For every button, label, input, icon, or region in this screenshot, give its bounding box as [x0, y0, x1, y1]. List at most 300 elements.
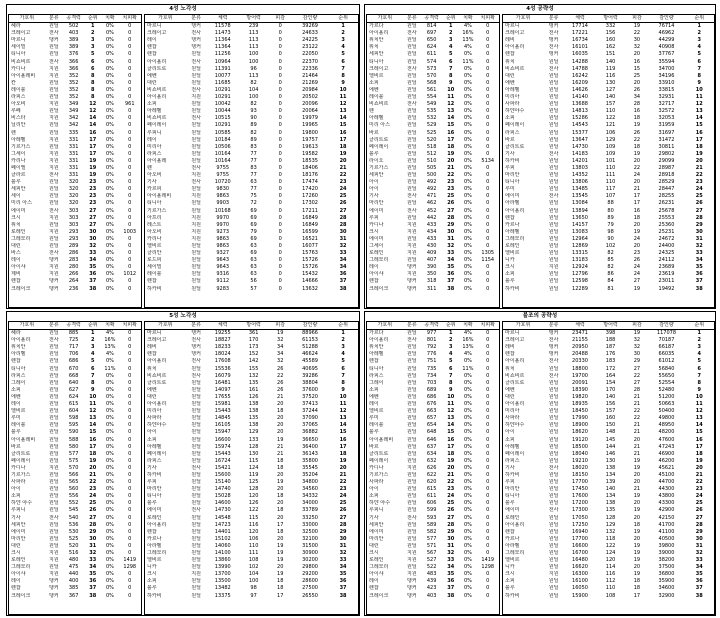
table-row	[145, 493, 358, 500]
table-row	[503, 571, 714, 578]
table-cell: 527	[426, 557, 437, 564]
table-cell: 28	[339, 521, 347, 528]
table-cell: 원딜	[407, 37, 417, 44]
table-row	[367, 94, 499, 101]
table-cell: 대런	[147, 79, 157, 86]
table-cell: 29	[447, 221, 455, 228]
table-cell: 라피스	[11, 372, 26, 379]
table-cell: 16	[339, 129, 347, 136]
table-cell: 원딜	[548, 235, 559, 242]
table-cell: 아레벨	[505, 86, 520, 93]
table-row	[367, 344, 499, 351]
table-cell: 8	[91, 79, 95, 86]
table-cell: 위치안	[369, 37, 384, 44]
table-cell: 25	[89, 500, 97, 507]
table-cell: 620	[426, 479, 437, 486]
table-row	[503, 373, 714, 380]
table-cell: 0	[128, 542, 132, 549]
table-cell: 51200	[658, 393, 675, 400]
table-cell: 아이샤	[11, 264, 26, 271]
table-cell: 11	[89, 401, 97, 408]
table-cell: 588	[68, 436, 79, 443]
table-row	[367, 401, 499, 408]
table-row	[9, 59, 141, 66]
table-cell: 471	[426, 193, 437, 200]
table-cell: 원딜	[548, 592, 559, 599]
table-cell: 미리 아스	[369, 122, 390, 129]
table-cell: 264	[68, 278, 79, 285]
table-cell: 20	[633, 564, 641, 571]
table-cell: 원딜	[49, 179, 59, 186]
table-cell: 16105	[214, 422, 231, 429]
table-cell: 하카비	[147, 592, 162, 599]
table-row	[503, 401, 714, 408]
table-row	[367, 137, 499, 144]
table-cell: 지원	[191, 214, 201, 221]
table-cell: 0%	[463, 271, 472, 278]
table-row	[9, 179, 141, 186]
table-cell: 원딜	[49, 386, 59, 393]
table-cell: 30	[339, 535, 347, 542]
table-cell: 13	[447, 108, 455, 115]
table-cell: 원딜	[407, 58, 417, 65]
table-cell: 32	[447, 243, 455, 249]
table-cell: 0%	[463, 136, 472, 143]
table-row	[9, 151, 141, 158]
table-row	[9, 557, 141, 564]
table-cell: 16	[633, 108, 641, 115]
table-cell: 109	[605, 143, 616, 150]
table-cell: 원딜	[191, 521, 201, 528]
table-cell: 430	[426, 243, 437, 249]
table-cell: 144	[605, 443, 616, 450]
table-cell: 135	[248, 379, 259, 386]
table-cell: 라이오	[369, 157, 384, 164]
table-cell: 소피	[147, 101, 157, 108]
table-cell: 686	[426, 393, 437, 400]
table-cell: 탱커	[407, 592, 417, 599]
table-cell: 32	[339, 243, 347, 249]
table-cell: 24	[89, 493, 97, 500]
table-cell: 원딜	[548, 557, 559, 564]
table-cell: 0%	[105, 578, 114, 585]
table-cell: 13647	[572, 136, 588, 143]
table-row	[367, 151, 499, 158]
column-header: 가호위	[9, 15, 45, 23]
table-cell: 원딜	[191, 528, 201, 535]
table-cell: 113	[248, 44, 259, 51]
table-cell: 0%	[105, 200, 114, 207]
table-row	[367, 522, 499, 529]
table-cell: 19	[633, 285, 641, 292]
table-row	[367, 593, 499, 600]
column-header: 가호위	[367, 15, 403, 23]
table-row	[9, 451, 141, 458]
table-cell: 19120	[572, 436, 588, 443]
table-cell: 0%	[105, 542, 114, 549]
table-cell: 24325	[658, 250, 675, 257]
table-cell: 0	[128, 393, 132, 400]
column-header: 분류	[45, 322, 63, 330]
table-cell: 624	[426, 44, 437, 51]
table-cell: 0%	[463, 235, 472, 242]
table-cell: 0	[128, 479, 132, 486]
table-cell: 아이올리	[147, 358, 167, 365]
table-cell: 22	[695, 479, 703, 486]
table-cell: 9283	[216, 285, 230, 292]
table-cell: 25360	[658, 221, 675, 228]
table-cell: 아이올리	[147, 94, 167, 101]
table-cell: 38804	[302, 379, 318, 386]
table-cell: 0%	[463, 415, 472, 422]
table-cell: 18	[277, 408, 284, 415]
table-row	[503, 122, 714, 129]
table-cell: 0%	[105, 379, 114, 386]
table-row	[145, 37, 358, 44]
table-cell: 0	[278, 285, 282, 292]
table-row	[503, 500, 714, 507]
column-header: 체력	[207, 322, 239, 330]
table-cell: 원딜	[407, 408, 417, 415]
table-row	[367, 278, 499, 285]
table-cell: 0	[278, 193, 282, 200]
table-cell: 5	[697, 51, 701, 58]
table-cell: 0	[278, 108, 282, 115]
table-cell: 113	[248, 37, 259, 44]
table-cell: 원딜	[191, 393, 201, 400]
table-cell: 0%	[463, 486, 472, 493]
table-row	[503, 215, 714, 222]
table-cell: 77	[250, 150, 257, 157]
table-cell: 19210	[572, 457, 588, 464]
column-header: 치확	[101, 15, 118, 23]
table-cell: 원딜	[49, 330, 59, 337]
table-row	[9, 137, 141, 144]
table-cell: 20	[277, 401, 284, 408]
table-row	[503, 264, 714, 271]
table-cell: 13688	[572, 101, 588, 108]
table-cell: 블루	[147, 585, 157, 592]
table-row	[503, 73, 714, 80]
table-cell: 529	[426, 122, 437, 129]
table-row	[503, 522, 714, 529]
table-cell: 34	[633, 94, 641, 101]
table-cell: 0	[278, 51, 282, 58]
table-cell: 63	[250, 179, 257, 186]
table-row	[503, 179, 714, 186]
table-cell: 18	[277, 457, 284, 464]
table-cell: 0%	[105, 571, 114, 578]
table-cell: 30	[695, 535, 703, 542]
table-cell: 하카비	[147, 285, 162, 292]
table-cell: 46200	[658, 457, 675, 464]
table-cell: 3	[91, 44, 95, 51]
table-cell: 원딜	[407, 429, 417, 436]
table-cell: 0%	[463, 179, 472, 186]
table-cell: 0%	[105, 507, 114, 514]
table-cell: 19	[447, 457, 455, 464]
table-cell: 1154	[481, 257, 495, 264]
table-cell: 아레벨	[505, 443, 520, 450]
table-cell: 0%	[105, 257, 114, 264]
table-cell: 하얀야수	[505, 108, 525, 115]
table-cell: 187	[605, 344, 616, 351]
table-cell: 에이미	[369, 528, 384, 535]
table-row	[367, 144, 499, 151]
table-cell: 0	[128, 72, 132, 79]
table-cell: 원딜	[548, 422, 559, 429]
table-cell: 페이레이	[147, 450, 167, 457]
table-cell: 389	[68, 44, 79, 51]
table-cell: 20	[89, 464, 97, 471]
table-cell: 지원	[49, 464, 59, 471]
table-row	[9, 130, 141, 137]
table-cell: 원딜	[548, 585, 559, 592]
table-row	[9, 408, 141, 415]
table-cell: 19	[633, 493, 641, 500]
table-cell: 원딜	[548, 108, 559, 115]
table-cell: 레비	[505, 37, 515, 44]
table-row	[503, 593, 714, 600]
table-cell: 0%	[463, 207, 472, 214]
table-cell: 293	[68, 235, 79, 242]
table-cell: 아라벨	[505, 200, 520, 207]
table-cell: 9	[697, 386, 701, 393]
table-cell: 36	[447, 271, 455, 278]
table-cell: 0%	[105, 221, 114, 228]
table-cell: 22050	[302, 51, 318, 58]
table-cell: 36	[89, 578, 97, 585]
table-cell: 원딜	[407, 129, 417, 136]
table-cell: 21	[447, 471, 455, 478]
table-cell: 19757	[302, 136, 318, 143]
table-cell: 16%	[462, 337, 474, 344]
table-cell: 0	[486, 521, 490, 528]
table-row	[503, 380, 714, 387]
table-cell: 기사	[147, 464, 157, 471]
table-cell: 기르가스	[11, 471, 31, 478]
table-cell: 545	[68, 507, 79, 514]
table-cell: 지원	[407, 464, 417, 471]
table-cell: 대런	[11, 243, 21, 249]
column-header: 가호위	[145, 322, 185, 330]
table-cell: 22	[633, 408, 641, 415]
table-cell: 원딜	[548, 122, 559, 129]
table-cell: 카르피	[147, 186, 162, 193]
table-cell: 기사	[505, 150, 515, 157]
table-cell: 대런	[147, 393, 157, 400]
table-cell: 9863	[216, 193, 230, 200]
table-cell: 520	[68, 542, 79, 549]
table-cell: 23	[633, 250, 641, 257]
table-cell: 기르가스	[147, 207, 167, 214]
table-cell: 13500	[214, 578, 231, 585]
table-cell: 5	[449, 51, 453, 58]
table-cell: 세피안	[11, 521, 26, 528]
table-cell: 100	[248, 58, 259, 65]
table-cell: 0	[486, 571, 490, 578]
table-cell: 세이	[11, 193, 21, 200]
table-cell: 그레모리	[11, 235, 31, 242]
table-row	[503, 51, 714, 58]
table-cell: 32900	[658, 592, 675, 599]
table-cell: 그세이	[11, 150, 26, 157]
table-cell: 34	[277, 344, 284, 351]
table-cell: 32	[277, 358, 284, 365]
table-cell: 21	[695, 164, 703, 171]
table-cell: 10164	[214, 157, 231, 164]
table-row	[503, 479, 714, 486]
table-cell: 미리아	[505, 94, 520, 101]
table-cell: 4%	[463, 330, 472, 337]
table-cell: 88	[607, 200, 614, 207]
table-cell: 0	[486, 51, 490, 58]
table-cell: 632	[426, 457, 437, 464]
table-row	[145, 444, 358, 451]
table-cell: 전사	[407, 101, 417, 108]
table-cell: 518	[426, 143, 437, 150]
table-cell: 22	[447, 172, 455, 179]
table-row	[367, 529, 499, 536]
table-cell: 원딜	[49, 422, 59, 429]
table-cell: 10964	[214, 58, 231, 65]
column-header: 순위	[684, 322, 714, 330]
table-cell: 138	[248, 408, 259, 415]
table-cell: 188	[605, 337, 616, 344]
table-cell: 0%	[105, 486, 114, 493]
table-cell: 8	[697, 72, 701, 79]
table-cell: 30811	[658, 143, 675, 150]
table-cell: 125	[248, 479, 259, 486]
table-row	[503, 172, 714, 179]
table-cell: 소피	[369, 493, 379, 500]
table-cell: 26	[339, 200, 347, 207]
table-cell: 아라벨	[147, 542, 162, 549]
table-cell: 29	[89, 528, 97, 535]
table-cell: 아오비	[11, 101, 26, 108]
table-cell: 110	[248, 542, 259, 549]
table-cell: 31	[447, 542, 455, 549]
table-cell: 0	[486, 443, 490, 450]
table-cell: 33	[447, 557, 455, 564]
table-cell: 0	[128, 344, 132, 351]
table-cell: 0%	[463, 122, 472, 129]
table-cell: 0%	[105, 157, 114, 164]
table-cell: 164	[605, 372, 616, 379]
table-cell: 대런	[369, 542, 379, 549]
table-cell: 20330	[572, 358, 588, 365]
table-cell: 렌	[369, 108, 374, 115]
table-cell: 14	[89, 422, 97, 429]
table-cell: 원딜	[548, 72, 559, 79]
table-cell: 로드피	[147, 257, 162, 264]
table-cell: 로레인	[147, 514, 162, 521]
table-cell: 19	[633, 507, 641, 514]
table-row	[145, 94, 358, 101]
table-cell: 헤라	[11, 330, 21, 337]
column-header: 체력	[564, 322, 596, 330]
table-cell: 18406	[302, 164, 318, 171]
table-cell: 30	[447, 535, 455, 542]
table-cell: 12289	[572, 285, 588, 292]
table-cell: 20	[447, 157, 455, 164]
table-cell: 20	[633, 471, 641, 478]
table-row	[367, 373, 499, 380]
table-row	[145, 87, 358, 94]
table-cell: 원딜	[407, 79, 417, 86]
table-cell: 15	[447, 429, 455, 436]
table-row	[9, 429, 141, 436]
table-cell: 0%	[105, 37, 114, 44]
table-cell: 0	[486, 486, 490, 493]
table-cell: 13	[339, 108, 347, 115]
table-cell: 원딜	[407, 479, 417, 486]
table-cell: 21	[277, 450, 284, 457]
table-cell: 기사	[147, 179, 157, 186]
table-cell: 17474	[302, 179, 318, 186]
table-cell: 클리트로	[505, 143, 525, 150]
table-cell: 0%	[463, 401, 472, 408]
table-row	[503, 144, 714, 151]
table-cell: 전사	[49, 514, 59, 521]
table-cell: 0	[486, 72, 490, 79]
table-cell: 0%	[463, 115, 472, 122]
table-cell: 2	[449, 30, 453, 37]
table-cell: 0	[486, 179, 490, 186]
table-cell: 26	[633, 86, 641, 93]
table-cell: 13183	[572, 257, 588, 264]
table-cell: 아이올리	[11, 337, 31, 344]
table-row	[9, 330, 141, 338]
table-cell: 1	[449, 23, 453, 30]
table-cell: 기르가스	[369, 164, 389, 171]
table-cell: 82	[607, 250, 614, 257]
table-cell: 32	[695, 550, 703, 556]
table-cell: 706	[68, 351, 79, 358]
table-cell: 원딜	[49, 521, 59, 528]
table-cell: 9643	[216, 264, 230, 271]
table-cell: 21	[633, 393, 641, 400]
table-cell: 0	[128, 443, 132, 450]
table-cell: 25	[447, 500, 455, 507]
table-cell: 레비	[147, 344, 157, 351]
column-header: 방어력	[596, 322, 626, 330]
table-cell: 0	[486, 436, 490, 443]
table-cell: 8	[91, 72, 95, 79]
table-cell: 0	[128, 521, 132, 528]
table-cell: 원딜	[548, 207, 559, 214]
table-cell: 129	[605, 521, 616, 528]
table-cell: 0	[128, 401, 132, 408]
table-row	[367, 337, 499, 344]
table-cell: 611	[426, 493, 437, 500]
table-row	[367, 429, 499, 436]
table-cell: 26	[447, 200, 455, 207]
table-cell: 29	[633, 358, 641, 365]
table-row	[503, 422, 714, 429]
column-header: 순위	[328, 15, 358, 23]
table-cell: 111	[248, 550, 259, 556]
table-cell: 0	[128, 379, 132, 386]
table-cell: 페이레이	[369, 143, 389, 150]
table-cell: 23	[695, 179, 703, 186]
table-cell: 아이올레비	[11, 436, 36, 443]
table-cell: 38	[89, 285, 97, 292]
table-cell: 0	[486, 228, 490, 235]
table-cell: 31	[447, 235, 455, 242]
table-cell: 352	[68, 86, 79, 93]
table-cell: 15377	[572, 129, 588, 136]
